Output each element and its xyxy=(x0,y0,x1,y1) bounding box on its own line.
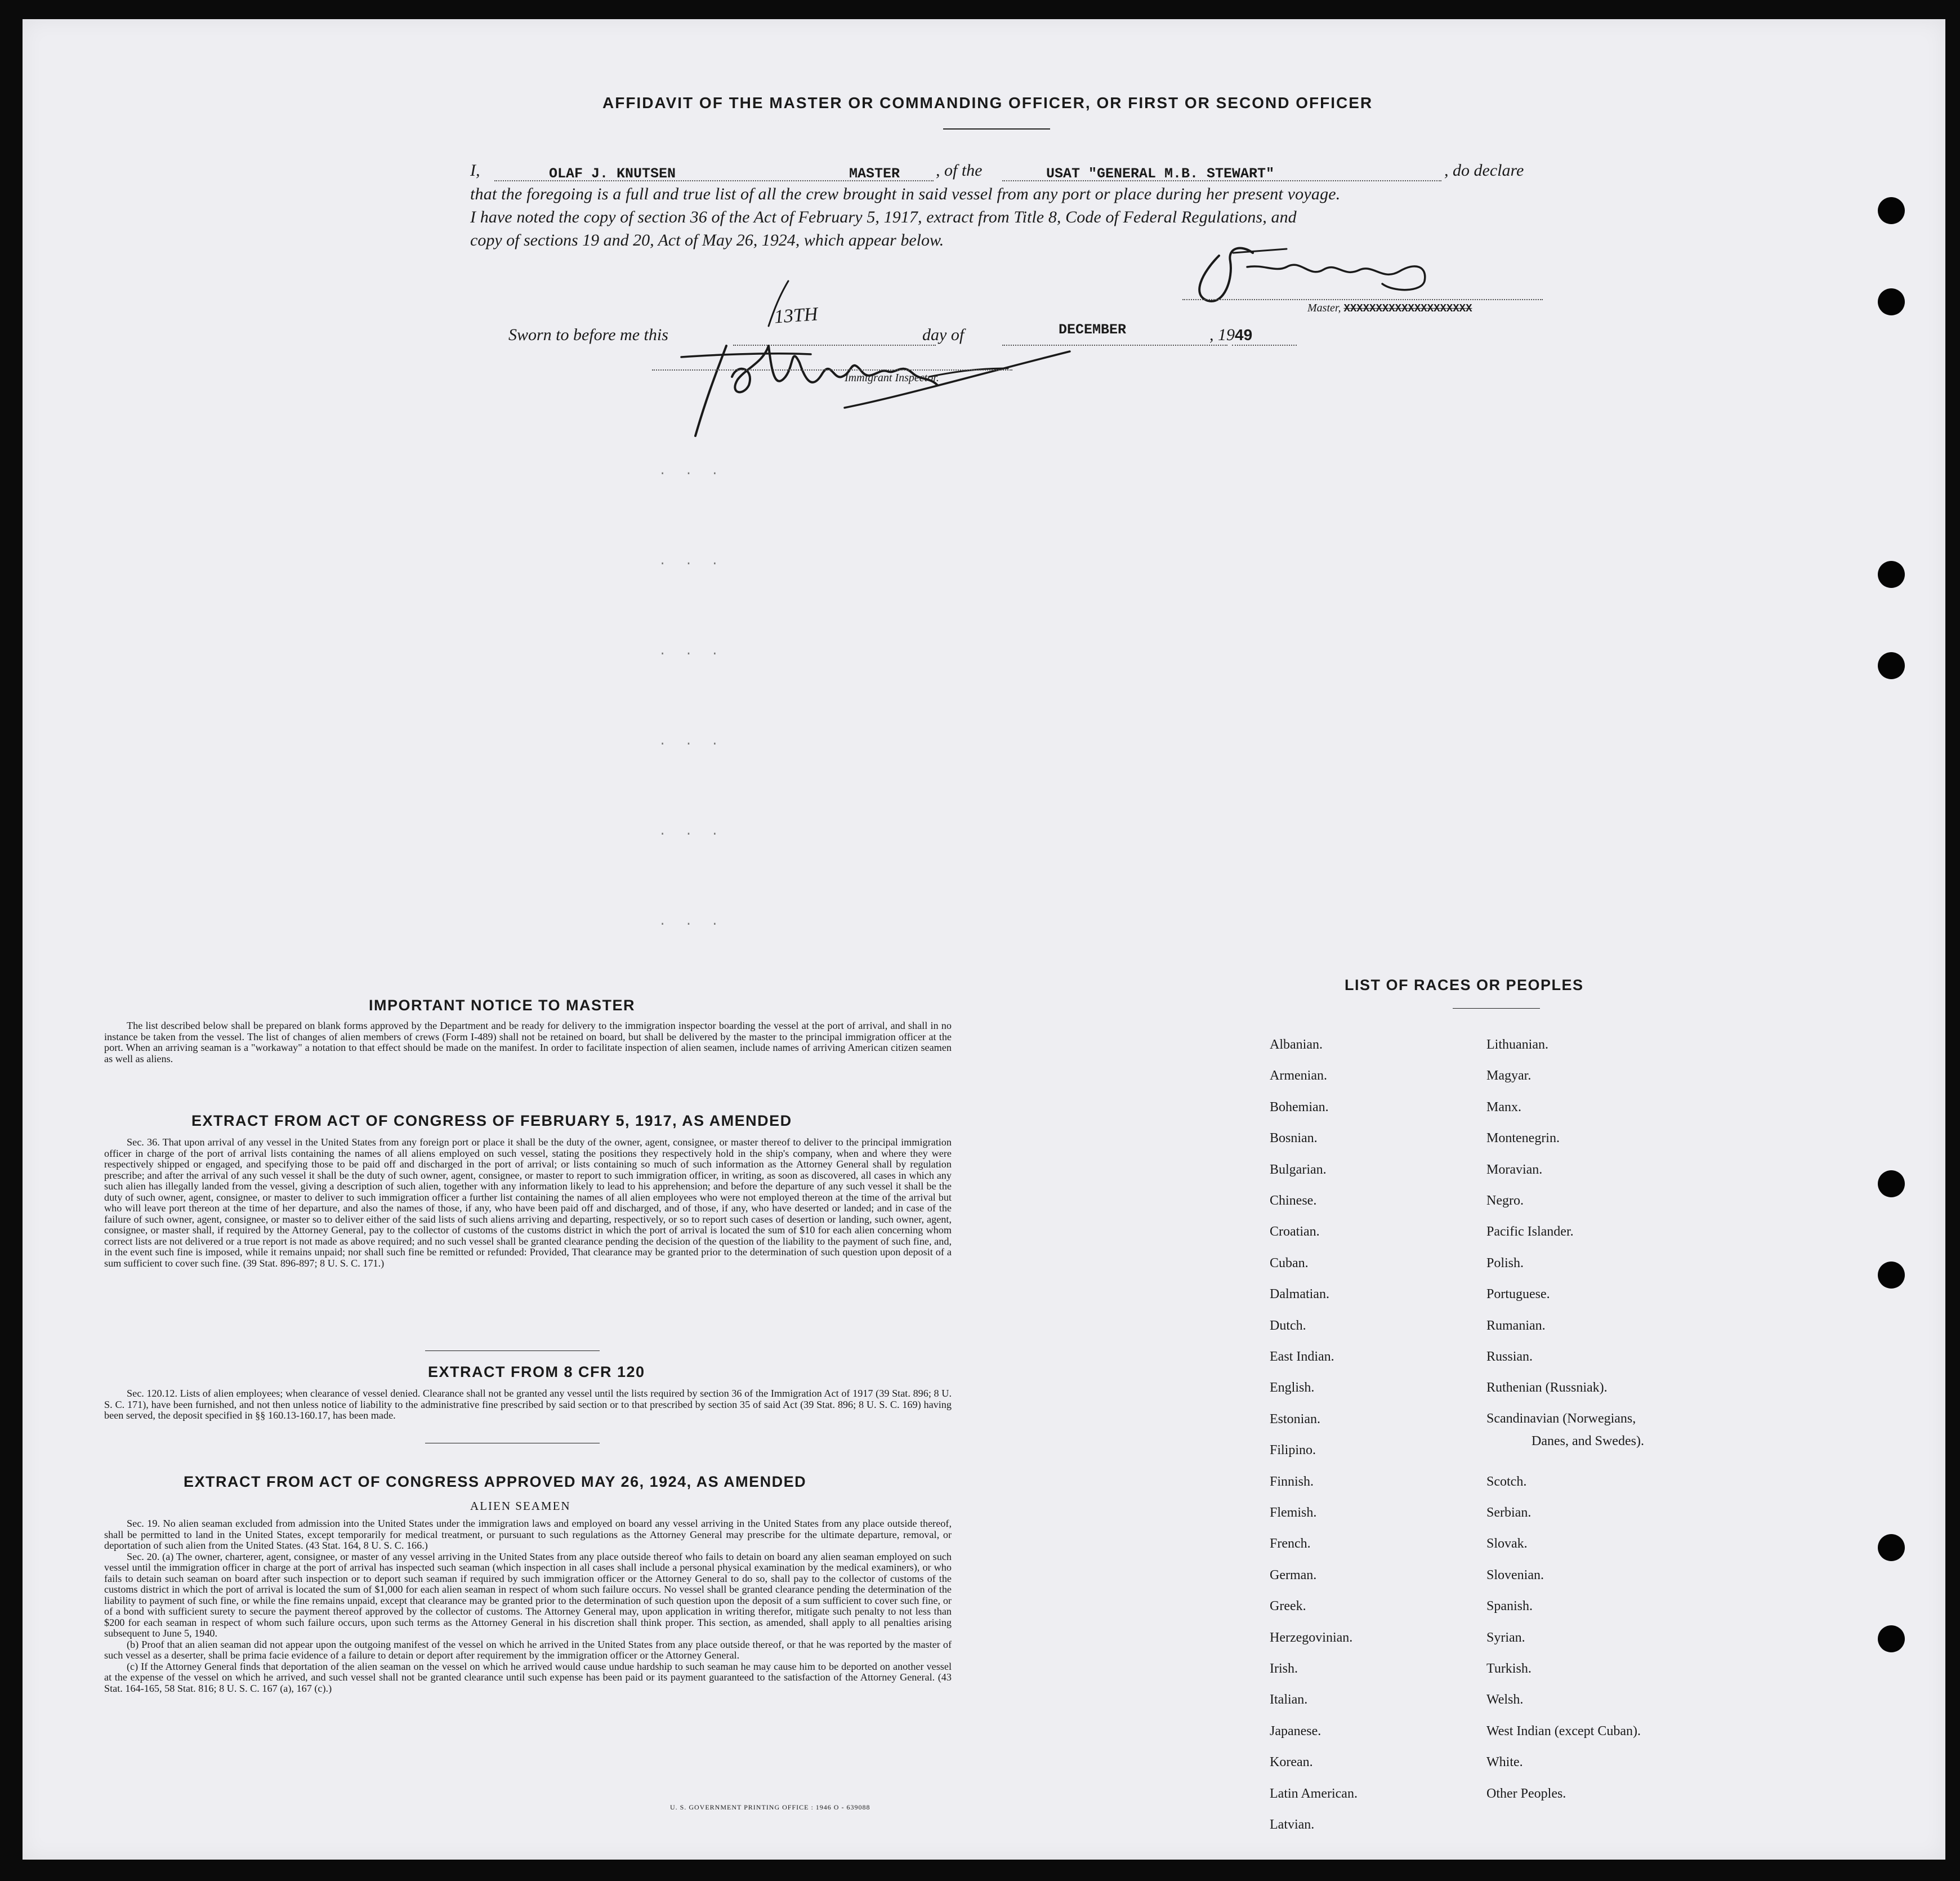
notice-text: The list described below shall be prepared on blank forms approved by the Department and be ready for delivery to the immigration inspector boarding the vessel at the port of arrival, and shall in no instance be taken from the vessel. The list of changes of alien members of crews (Form I-489) shall not be retained on board, but shall be delivered by the master to the principal immigration officer at the port. When an arriving seaman is a "workaway" a notation to that effect should be made on the manifest. In order to facilitate inspection of alien seamen, include names of arriving American citizen seamen as well as aliens. xyxy=(104,1020,952,1064)
punch-hole xyxy=(1878,1170,1905,1197)
race-item: Manx. xyxy=(1486,1099,1521,1115)
punch-hole xyxy=(1878,197,1905,224)
race-item: French. xyxy=(1270,1536,1311,1552)
of-the-label: , of the xyxy=(936,161,983,180)
races-divider xyxy=(1453,1008,1540,1009)
race-item: Bohemian. xyxy=(1270,1099,1329,1115)
punch-hole xyxy=(1878,1625,1905,1652)
extract-1924-title: EXTRACT FROM ACT OF CONGRESS APPROVED MAY 26, 1924, AS AMENDED xyxy=(184,1473,807,1490)
race-item: Spanish. xyxy=(1486,1599,1533,1614)
race-item: Montenegrin. xyxy=(1486,1131,1560,1146)
race-item: Ruthenian (Russniak). xyxy=(1486,1380,1608,1396)
alien-seamen-subtitle: ALIEN SEAMEN xyxy=(470,1499,571,1513)
race-item: White. xyxy=(1486,1755,1523,1770)
master-name: OLAF J. KNUTSEN xyxy=(549,166,676,182)
inspector-label: Immigrant Inspector. xyxy=(845,372,939,384)
race-item: Pacific Islander. xyxy=(1486,1224,1574,1240)
extract-1917-title: EXTRACT FROM ACT OF CONGRESS OF FEBRUARY 5, 1917, AS AMENDED xyxy=(191,1112,792,1129)
sworn-month: DECEMBER xyxy=(1059,322,1127,338)
vessel-name: USAT "GENERAL M.B. STEWART" xyxy=(1046,166,1275,182)
race-item: Korean. xyxy=(1270,1755,1313,1770)
declaration-line-4: copy of sections 19 and 20, Act of May 26, 1924, which appear below. xyxy=(470,231,944,249)
declaration-line-2: that the foregoing is a full and true list of all the crew brought in said vessel from any port or place during her present voyage. xyxy=(470,185,1341,203)
race-item: Other Peoples. xyxy=(1486,1786,1566,1801)
race-item: East Indian. xyxy=(1270,1349,1334,1364)
sworn-day: 13TH xyxy=(773,304,819,328)
race-item: Slovak. xyxy=(1486,1536,1528,1552)
race-item: Dalmatian. xyxy=(1270,1287,1329,1302)
race-item: English. xyxy=(1270,1380,1315,1396)
year-label: , 1949 xyxy=(1209,326,1253,344)
form-page: AFFIDAVIT OF THE MASTER OR COMMANDING OFFICER, OR FIRST OR SECOND OFFICER I, OLAF J. KNUTSEN MASTER , of the USAT "GENERAL M.B. STEWART" , do declare that the foregoing is a full and true list of all the crew brought in said vessel from any port or place during her present voyage. I have noted the copy of section 36 of the Act of February 5, 1917, extract from Title 8, Code of Federal Regulations, and copy of sections 19 and 20, Act of May 26, 1924, which appear below. Master, XXXXXXXXXXXXXXXXXXXX Sworn to before me this 13TH day of DECEMBER , 1949 Immigrant Inspector. . . . . . . . . . . . . . . . . . . IMPORTANT NOTICE TO MASTER The list described below shall be prepared on blank forms approved by the Department and be ready for delivery to the immigration inspector boarding the vessel at the port of arrival, and shall in no instance be taken from the vessel. The list of changes of alien members of crews (Form I-489) shall not be retained on board, but shall be delivered by the master to the principal immigration officer at the port. When an arriving seaman is a "workaway" a notation to that effect should be made on the manifest. In order to facilitate inspection of alien seamen, include names of arriving American citizen seamen as well as aliens. EXTRACT FROM ACT OF CONGRESS OF FEBRUARY 5, 1917, AS AMENDED Sec. 36. That upon arrival of any vessel in the United States from any foreign port or place it shall be the duty of the owner, agent, consignee, or master thereof to deliver to the principal immigration officer in charge of the port of arrival lists containing the names of all aliens employed on such vessel, stating the positions they respectively hold in the ship's company, when and where they were respectively shipped or engaged, and specifying those to be paid off and discharged in the port of arrival; or lists containing so much of such information as the Attorney General shall by regulation prescribe; and after the arrival of any such vessel it shall be the duty of such owner, agent, consignee, or master to report to such immigration officer, in writing, as soon as discovered, all cases in which any such alien has illegally landed from the vessel, giving a description of such alien, together with any information likely to lead to his apprehension; and before the departure of any such vessel it shall be the duty of such owner, agent, consignee, or master to deliver to such immigration officer a further list containing the names of all alien employees who were not employed thereon at the time of the arrival but who will leave port thereon at the time of her departure, and also the names of those, if any, who have been paid off and discharged, and of those, if any, who have deserted or landed; and in case of the failure of such owner, agent, consignee, or master so to deliver either of the said lists of such aliens arriving and departing, respectively, or so to report such cases of desertion or landing, such owner, agent, consignee, or master shall, if required by the Attorney General, pay to the collector of customs of the customs district in which the port of arrival is located the sum of $10 for each alien concerning whom correct lists are not delivered or a true report is not made as above required; and no such vessel shall be granted clearance pending the decision of the question of the liability to the payment of such fine, and, in the event such fine is imposed, while it remains unpaid; nor shall such fine be remitted or refunded: Provided, That clearance may be granted prior to the determination of such question upon deposit of a sum sufficient to cover such fine. (39 Stat. 896-897; 8 U. S. C. 171.) EXTRACT FROM 8 CFR 120 Sec. 120.12. Lists of alien employees; when clearance of vessel denied. Clearance shall not be granted any vessel until the lists required by section 36 of the Immigration Act of 1917 (39 Stat. 896; 8 U. S. C. 171), have been furnished, and not then unless notice of liability to the administrative fine prescribed by said section or to that prescribed by section 35 of said Act (39 Stat. 896; 8 U. S. C. 169) having been served, the deposit specified in §§ 160.13-160.17, has been made. EXTRACT FROM ACT OF CONGRESS APPROVED MAY 26, 1924, AS AMENDED ALIEN SEAMEN Sec. 19. No alien seaman excluded from admission into the United States under the immigration laws and employed on board any vessel arriving in the United States from any place outside thereof, shall be permitted to land in the United States, except temporarily for medical treatment, or pursuant to such regulations as the Attorney General may prescribe for the ultimate departure, removal, or deportation of such alien from the United States. (43 Stat. 164, 8 U. S. C. 166.) Sec. 20. (a) The owner, charterer, agent, consignee, or master of any vessel arriving in the United States from any place outside thereof who fails to detain on board any alien seaman employed on such vessel until the immigration officer in charge at the port of arrival has inspected such seaman (which inspection in all cases shall include a personal physical examination by the medical examiners), or who fails to detain such seaman on board after such inspection or to deport such seaman if required by such immigration officer or the Attorney General to do so, shall pay to the collector of customs of the customs district in which the port of arrival is located the sum of $1,000 for each alien seaman in respect of whom such failure occurs. No vessel shall be granted clearance pending the determination of the liability to payment of such fine, or while the fine remains unpaid, except that clearance may be granted prior to the determination of such question upon the deposit of a sum sufficient to cover such fine, or of a bond with sufficient surety to secure the payment thereof approved by the collector of customs. The Attorney General may, upon application in writing therefor, mitigate such penalty to not less than $200 for each seaman in respect of whom such failure occurs, upon such terms as the Attorney General in his discretion shall think proper. This section, as amended, shall apply to all penalties arising subsequent to June 5, 1940. (b) Proof that an alien seaman did not appear upon the outgoing manifest of the vessel on which he arrived in the United States from any place outside thereof, or that he was reported by the master of such vessel as a deserter, shall be prima facie evidence of a failure to detain or deport after requirement by the immigration officer or the Attorney General. (c) If the Attorney General finds that deportation of the alien seaman on the vessel on which he arrived would cause undue hardship to such seaman he may cause him to be deported on another vessel at the expense of the vessel on which he arrived, and such vessel shall not be granted clearance until such expense has been paid or its payment guaranteed to the satisfaction of the Attorney General. (43 Stat. 164-165, 58 Stat. 816; 8 U. S. C. 167 (a), 167 (c).) U. S. GOVERNMENT PRINTING OFFICE : 1946 O - 639088 LIST OF RACES OR PEOPLES Albanian. Armenian. Bohemian. Bosnian. Bulgarian. Chinese. Croatian. Cuban. Dalmatian. Dutch. East Indian. English. Estonian. Filipino. Finnish. Flemish. French. German. Greek. Herzegovinian. Irish. Italian. Japanese. Korean. Latin American. Latvian. Lithuanian. Magyar. Manx. Montenegrin. Moravian. Negro. Pacific Islander. Polish. Portuguese. Rumanian. Russian. Ruthenian (Russniak). Scandinavian (Norwegians, Danes, and Swedes). Scotch. Serbian. Slovak. Slovenian. Spanish. Syrian. Turkish. Welsh. West Indian (except Cuban). White. Other Peoples. xyxy=(23,19,1945,1860)
race-item: Bosnian. xyxy=(1270,1131,1318,1146)
race-item: Serbian. xyxy=(1486,1505,1532,1520)
do-declare-label: , do declare xyxy=(1444,161,1524,180)
race-item: Magyar. xyxy=(1486,1068,1532,1084)
race-item: Herzegovinian. xyxy=(1270,1630,1353,1645)
race-item: Italian. xyxy=(1270,1692,1308,1708)
race-item: Finnish. xyxy=(1270,1474,1314,1489)
i-label: I, xyxy=(470,161,480,180)
race-item: German. xyxy=(1270,1567,1317,1583)
sec-20c-text: (c) If the Attorney General finds that deportation of the alien seaman on the vessel on which he arrived would cause undue hardship to such seaman he may cause him to be deported on another vessel at the expense of the vessel on which he arrived, and such vessel shall not be granted clearance until such expense has been paid or its payment guaranteed to the satisfaction of the Attorney General. (43 Stat. 164-165, 58 Stat. 816; 8 U. S. C. 167 (a), 167 (c).) xyxy=(104,1660,952,1694)
race-item: Syrian. xyxy=(1486,1630,1525,1645)
race-item: Rumanian. xyxy=(1486,1318,1546,1333)
race-item: Lithuanian. xyxy=(1486,1037,1548,1052)
race-item: Polish. xyxy=(1486,1255,1524,1271)
race-item: Filipino. xyxy=(1270,1443,1316,1458)
declaration-line-3: I have noted the copy of section 36 of the Act of February 5, 1917, extract from Title 8, Code of Federal Regulations, and xyxy=(470,208,1297,226)
race-item: Croatian. xyxy=(1270,1224,1320,1240)
sec-20a-text: Sec. 20. (a) The owner, charterer, agent, consignee, or master of any vessel arriving in the United States from any place outside thereof who fails to detain on board any alien seaman employed on such vessel until the immigration officer in charge at the port of arrival has inspected such seaman (which inspection in all cases shall include a personal physical examination by the medical examiners), or who fails to detain such seaman on board after such inspection or to deport such seaman if required by such immigration officer or the Attorney General to do so, shall pay to the collector of customs of the customs district in which the port of arrival is located the sum of $1,000 for each alien seaman in respect of whom such failure occurs. No vessel shall be granted clearance pending the determination of the liability to payment of such fine, or while the fine remains unpaid, except that clearance may be granted prior to the determination of such question upon the deposit of a sum sufficient to cover such fine, or of a bond with sufficient surety to secure the payment thereof approved by the collector of customs. The Attorney General may, upon application in writing therefor, mitigate such penalty to not less than $200 for each seaman in respect of whom such failure occurs, upon such terms as the Attorney General in his discretion shall think proper. This section, as amended, shall apply to all penalties arising subsequent to June 5, 1940. xyxy=(104,1550,952,1639)
printer-line: U. S. GOVERNMENT PRINTING OFFICE : 1946 O - 639088 xyxy=(670,1803,870,1811)
race-item: Albanian. xyxy=(1270,1037,1323,1052)
race-item: Scotch. xyxy=(1486,1474,1527,1489)
race-item: Dutch. xyxy=(1270,1318,1306,1333)
extract-cfr-title: EXTRACT FROM 8 CFR 120 xyxy=(428,1363,645,1380)
race-item: Flemish. xyxy=(1270,1505,1317,1520)
race-item: Slovenian. xyxy=(1486,1567,1544,1583)
punch-hole xyxy=(1878,288,1905,315)
sec-20b-text: (b) Proof that an alien seaman did not appear upon the outgoing manifest of the vessel on which he arrived in the United States from any place outside thereof, or that he was reported by the master of such vessel as a deserter, shall be prima facie evidence of a failure to detain or deport after requirement by the immigration officer or the Attorney General. xyxy=(104,1638,952,1661)
race-item: Cuban. xyxy=(1270,1255,1309,1271)
race-item: Scandinavian (Norwegians, xyxy=(1486,1411,1636,1426)
notice-title: IMPORTANT NOTICE TO MASTER xyxy=(369,997,635,1014)
race-item: Danes, and Swedes). xyxy=(1532,1433,1644,1448)
race-item: Chinese. xyxy=(1270,1193,1317,1208)
affidavit-title: AFFIDAVIT OF THE MASTER OR COMMANDING OFFICER, OR FIRST OR SECOND OFFICER xyxy=(602,94,1373,112)
race-item: Greek. xyxy=(1270,1599,1306,1614)
race-item: Japanese. xyxy=(1270,1723,1321,1739)
extract-1924-body xyxy=(104,1518,952,1694)
divider xyxy=(425,1350,600,1351)
extract-1917-text: Sec. 36. That upon arrival of any vessel in the United States from any foreign port or place it shall be the duty of the owner, agent, consignee, or master thereof to deliver to the principal immigration officer in charge of the port of arrival lists containing the names of all aliens employed on such vessel, stating the positions they respectively hold in the ship's company, when and where they were respectively shipped or engaged, and specifying those to be paid off and discharged in the port of arrival; or lists containing so much of such information as the Attorney General shall by regulation prescribe; and after the arrival of any such vessel it shall be the duty of such owner, agent, consignee, or master to report to such immigration officer, in writing, as soon as discovered, all cases in which any such alien has illegally landed from the vessel, giving a description of such alien, together with any information likely to lead to his apprehension; and before the departure of any such vessel it shall be the duty of such owner, agent, consignee, or master to deliver to such immigration officer a further list containing the names of all alien employees who were not employed thereon at the time of the arrival but who will leave port thereon at the time of her departure, and also the names of those, if any, who have been paid off and discharged, and of those, if any, who have deserted or landed; and in case of the failure of such owner, agent, consignee, or master so to deliver either of the said lists of such aliens arriving and departing, respectively, or so to report such cases of desertion or landing, such owner, agent, consignee, or master shall, if required by the Attorney General, pay to the collector of customs of the customs district in which the port of arrival is located the sum of $10 for each alien concerning whom correct lists are not delivered or a true report is not made as above required; and no such vessel shall be granted clearance pending the decision of the question of the liability to the payment of such fine, and, in the event such fine is imposed, while it remains unpaid; nor shall such fine be remitted or refunded: Provided, That clearance may be granted prior to the determination of such question upon deposit of a sum sufficient to cover such fine. (39 Stat. 896-897; 8 U. S. C. 171.) xyxy=(104,1136,952,1269)
race-item: Irish. xyxy=(1270,1661,1298,1676)
race-item: Estonian. xyxy=(1270,1411,1320,1427)
race-item: Welsh. xyxy=(1486,1692,1524,1708)
race-item: West Indian (except Cuban). xyxy=(1486,1723,1641,1739)
races-title: LIST OF RACES OR PEOPLES xyxy=(1345,977,1584,993)
race-item: Latin American. xyxy=(1270,1786,1358,1801)
race-item: Bulgarian. xyxy=(1270,1162,1327,1177)
sworn-label: Sworn to before me this xyxy=(508,326,668,344)
title-divider xyxy=(943,128,1050,130)
master-signature xyxy=(1180,239,1484,312)
sec-19-text: Sec. 19. No alien seaman excluded from admission into the United States under the immigration laws and employed on board any vessel arriving in the United States from any place outside thereof, shall be permitted to land in the United States, except temporarily for medical treatment, or pursuant to such regulations as the Attorney General may prescribe for the ultimate departure, removal, or deportation of such alien from the United States. (43 Stat. 164, 8 U. S. C. 166.) xyxy=(104,1518,952,1551)
race-item: Armenian. xyxy=(1270,1068,1327,1084)
race-item: Negro. xyxy=(1486,1193,1524,1208)
race-item: Latvian. xyxy=(1270,1817,1315,1832)
master-label: Master, XXXXXXXXXXXXXXXXXXXX xyxy=(1307,302,1472,315)
race-item: Portuguese. xyxy=(1486,1287,1550,1302)
punch-hole xyxy=(1878,561,1905,588)
punch-hole xyxy=(1878,1262,1905,1289)
master-title-struck: XXXXXXXXXXXXXXXXXXXX xyxy=(1343,302,1472,315)
race-item: Moravian. xyxy=(1486,1162,1543,1177)
race-item: Russian. xyxy=(1486,1349,1533,1364)
inspector-signature xyxy=(664,323,1104,447)
extract-cfr-text: Sec. 120.12. Lists of alien employees; when clearance of vessel denied. Clearance shall not be granted any vessel until the lists required by section 36 of the Immigration Act of 1917 (39 Stat. 896; 8 U. S. C. 171), have been furnished, and not then unless notice of liability to the administrative fine prescribed by said section or to that prescribed by section 35 of said Act (39 Stat. 896; 8 U. S. C. 169) having been served, the deposit specified in §§ 160.13-160.17, has been made. xyxy=(104,1388,952,1421)
master-rank: MASTER xyxy=(849,166,900,182)
punch-hole xyxy=(1878,1534,1905,1561)
sworn-year: 49 xyxy=(1235,326,1253,344)
punch-hole xyxy=(1878,652,1905,679)
race-item: Turkish. xyxy=(1486,1661,1532,1676)
day-of-label: day of xyxy=(922,326,965,344)
